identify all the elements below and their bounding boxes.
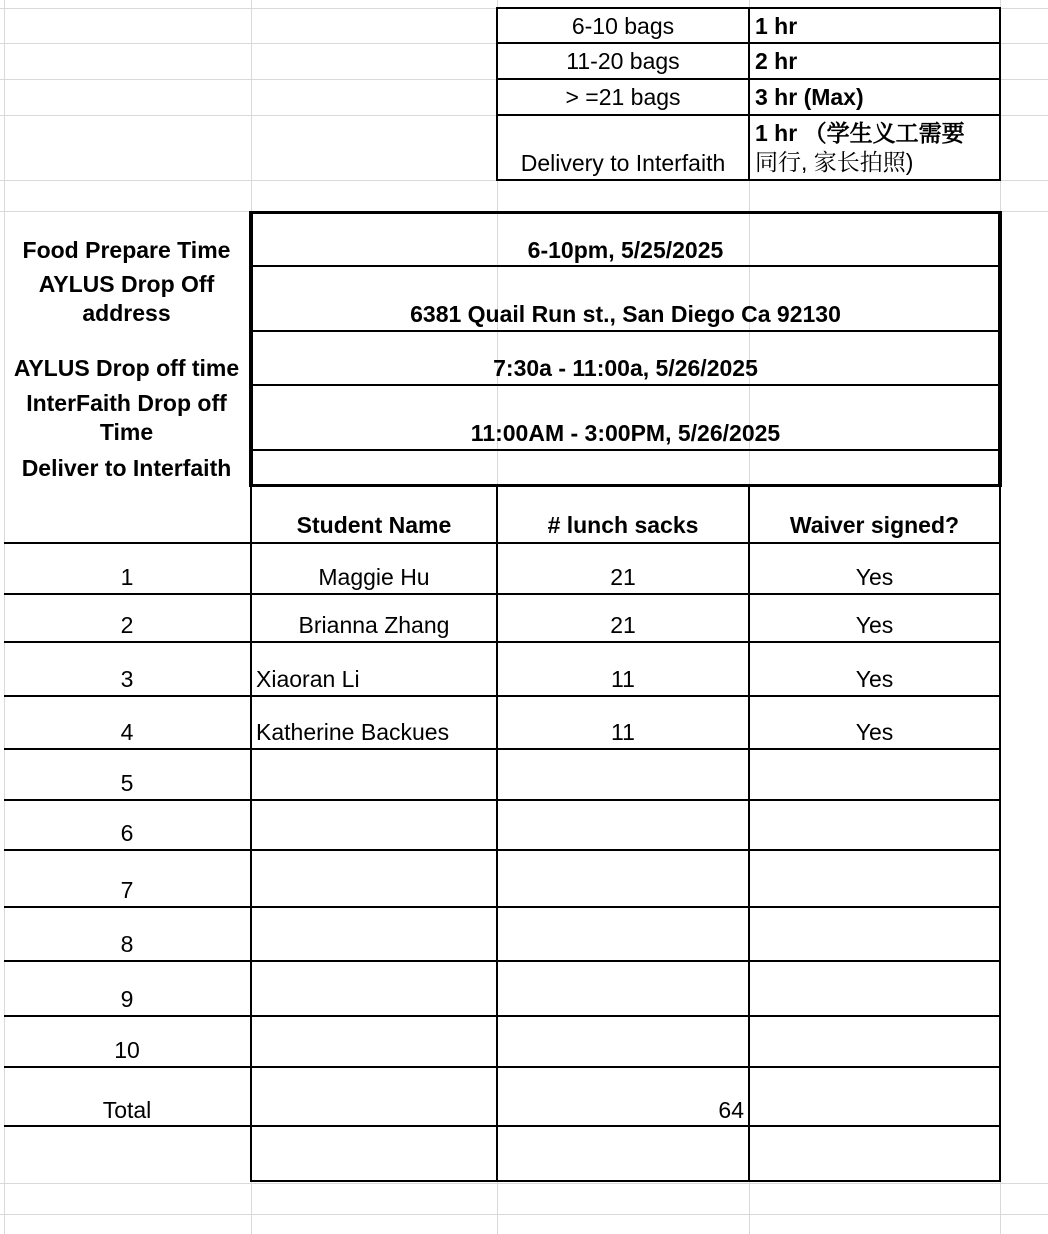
student-name: Maggie Hu bbox=[318, 564, 430, 590]
border bbox=[4, 695, 1001, 697]
bag-range-cell: 6-10 bags bbox=[571, 12, 675, 39]
lunch-sacks: 11 bbox=[611, 666, 635, 692]
total-value: 64 bbox=[718, 1096, 744, 1123]
border bbox=[4, 849, 1001, 851]
schedule-label-line2: Time bbox=[99, 418, 154, 445]
border bbox=[4, 960, 1001, 962]
row-number: 9 bbox=[120, 985, 134, 1012]
schedule-value: 11:00AM - 3:00PM, 5/26/2025 bbox=[470, 420, 781, 446]
schedule-label-line2: address bbox=[82, 299, 171, 326]
border bbox=[4, 799, 1001, 801]
gridline bbox=[0, 1183, 1048, 1184]
waiver-signed: Yes bbox=[855, 719, 894, 745]
hours-cell: 3 hr (Max) bbox=[755, 84, 864, 110]
schedule-value: 6381 Quail Run st., San Diego Ca 92130 bbox=[410, 301, 841, 327]
schedule-label-line1: AYLUS Drop Off bbox=[38, 270, 215, 297]
waiver-signed bbox=[750, 982, 999, 1015]
schedule-label bbox=[4, 386, 249, 449]
schedule-value: 6-10pm, 5/25/2025 bbox=[527, 236, 724, 263]
waiver-signed: Yes bbox=[855, 612, 894, 638]
border bbox=[4, 1125, 1001, 1127]
header-lunch-sacks: # lunch sacks bbox=[547, 512, 699, 538]
lunch-sacks bbox=[498, 928, 748, 960]
waiver-signed bbox=[750, 767, 999, 799]
lunch-sacks bbox=[498, 982, 748, 1015]
waiver-signed: Yes bbox=[855, 666, 894, 692]
row-number: 6 bbox=[120, 820, 134, 846]
border bbox=[4, 641, 1001, 643]
border bbox=[250, 1180, 1001, 1182]
row-number: 7 bbox=[120, 876, 134, 903]
row-number: 8 bbox=[120, 931, 134, 957]
delivery-hours-text: 1 hr （学生义工需要 bbox=[755, 119, 965, 146]
border bbox=[998, 211, 1002, 487]
student-name bbox=[252, 928, 496, 960]
schedule-label bbox=[4, 267, 249, 330]
border bbox=[4, 1015, 1001, 1017]
lunch-sacks: 21 bbox=[610, 612, 636, 638]
delivery-hours-line1 bbox=[755, 119, 965, 148]
header-waiver: Waiver signed? bbox=[789, 512, 960, 538]
border bbox=[4, 748, 1001, 750]
delivery-hours bbox=[750, 116, 999, 179]
student-name bbox=[252, 817, 496, 849]
gridline bbox=[0, 1214, 1048, 1215]
schedule-label-line1: InterFaith Drop off bbox=[26, 389, 227, 416]
lunch-sacks bbox=[498, 767, 748, 799]
schedule-value bbox=[253, 451, 998, 484]
student-name: Katherine Backues bbox=[256, 719, 450, 745]
student-name bbox=[252, 873, 496, 906]
hours-cell: 1 hr bbox=[755, 12, 798, 39]
row-number: 4 bbox=[120, 719, 134, 745]
border bbox=[250, 330, 1002, 332]
row-number: 10 bbox=[114, 1036, 140, 1063]
border bbox=[4, 906, 1001, 908]
border bbox=[4, 542, 1001, 544]
waiver-signed bbox=[750, 1033, 999, 1066]
student-name bbox=[252, 1033, 496, 1066]
border bbox=[4, 593, 1001, 595]
waiver-signed bbox=[750, 928, 999, 960]
border bbox=[999, 487, 1001, 1182]
student-name bbox=[252, 982, 496, 1015]
bag-range-cell: > =21 bags bbox=[565, 84, 681, 110]
schedule-label: AYLUS Drop off time bbox=[13, 355, 240, 381]
lunch-sacks bbox=[498, 1033, 748, 1066]
waiver-signed: Yes bbox=[855, 564, 894, 590]
schedule-label: Food Prepare Time bbox=[22, 236, 231, 263]
student-name bbox=[252, 767, 496, 799]
row-number: 3 bbox=[120, 666, 134, 692]
student-name: Xiaoran Li bbox=[256, 666, 360, 692]
border bbox=[999, 7, 1001, 181]
lunch-sacks bbox=[498, 817, 748, 849]
hours-cell: 2 hr bbox=[755, 48, 798, 74]
row-number: 2 bbox=[120, 612, 134, 638]
border bbox=[250, 484, 1002, 487]
border bbox=[4, 1066, 1001, 1068]
schedule-label: Deliver to Interfaith bbox=[21, 454, 232, 481]
border bbox=[250, 211, 1002, 214]
delivery-hours-line2: 同行, 家长拍照) bbox=[755, 148, 914, 175]
delivery-label: Delivery to Interfaith bbox=[520, 150, 726, 176]
row-number: 1 bbox=[120, 564, 134, 590]
waiver-signed bbox=[750, 873, 999, 906]
lunch-sacks: 11 bbox=[611, 719, 635, 745]
student-name: Brianna Zhang bbox=[298, 612, 450, 638]
total-label: Total bbox=[102, 1096, 152, 1123]
lunch-sacks bbox=[498, 873, 748, 906]
header-student-name: Student Name bbox=[296, 512, 452, 538]
lunch-sacks: 21 bbox=[610, 564, 636, 590]
bag-range-cell: 11-20 bags bbox=[566, 48, 680, 74]
waiver-signed bbox=[750, 817, 999, 849]
schedule-value: 7:30a - 11:00a, 5/26/2025 bbox=[493, 355, 758, 381]
row-number: 5 bbox=[120, 770, 134, 796]
